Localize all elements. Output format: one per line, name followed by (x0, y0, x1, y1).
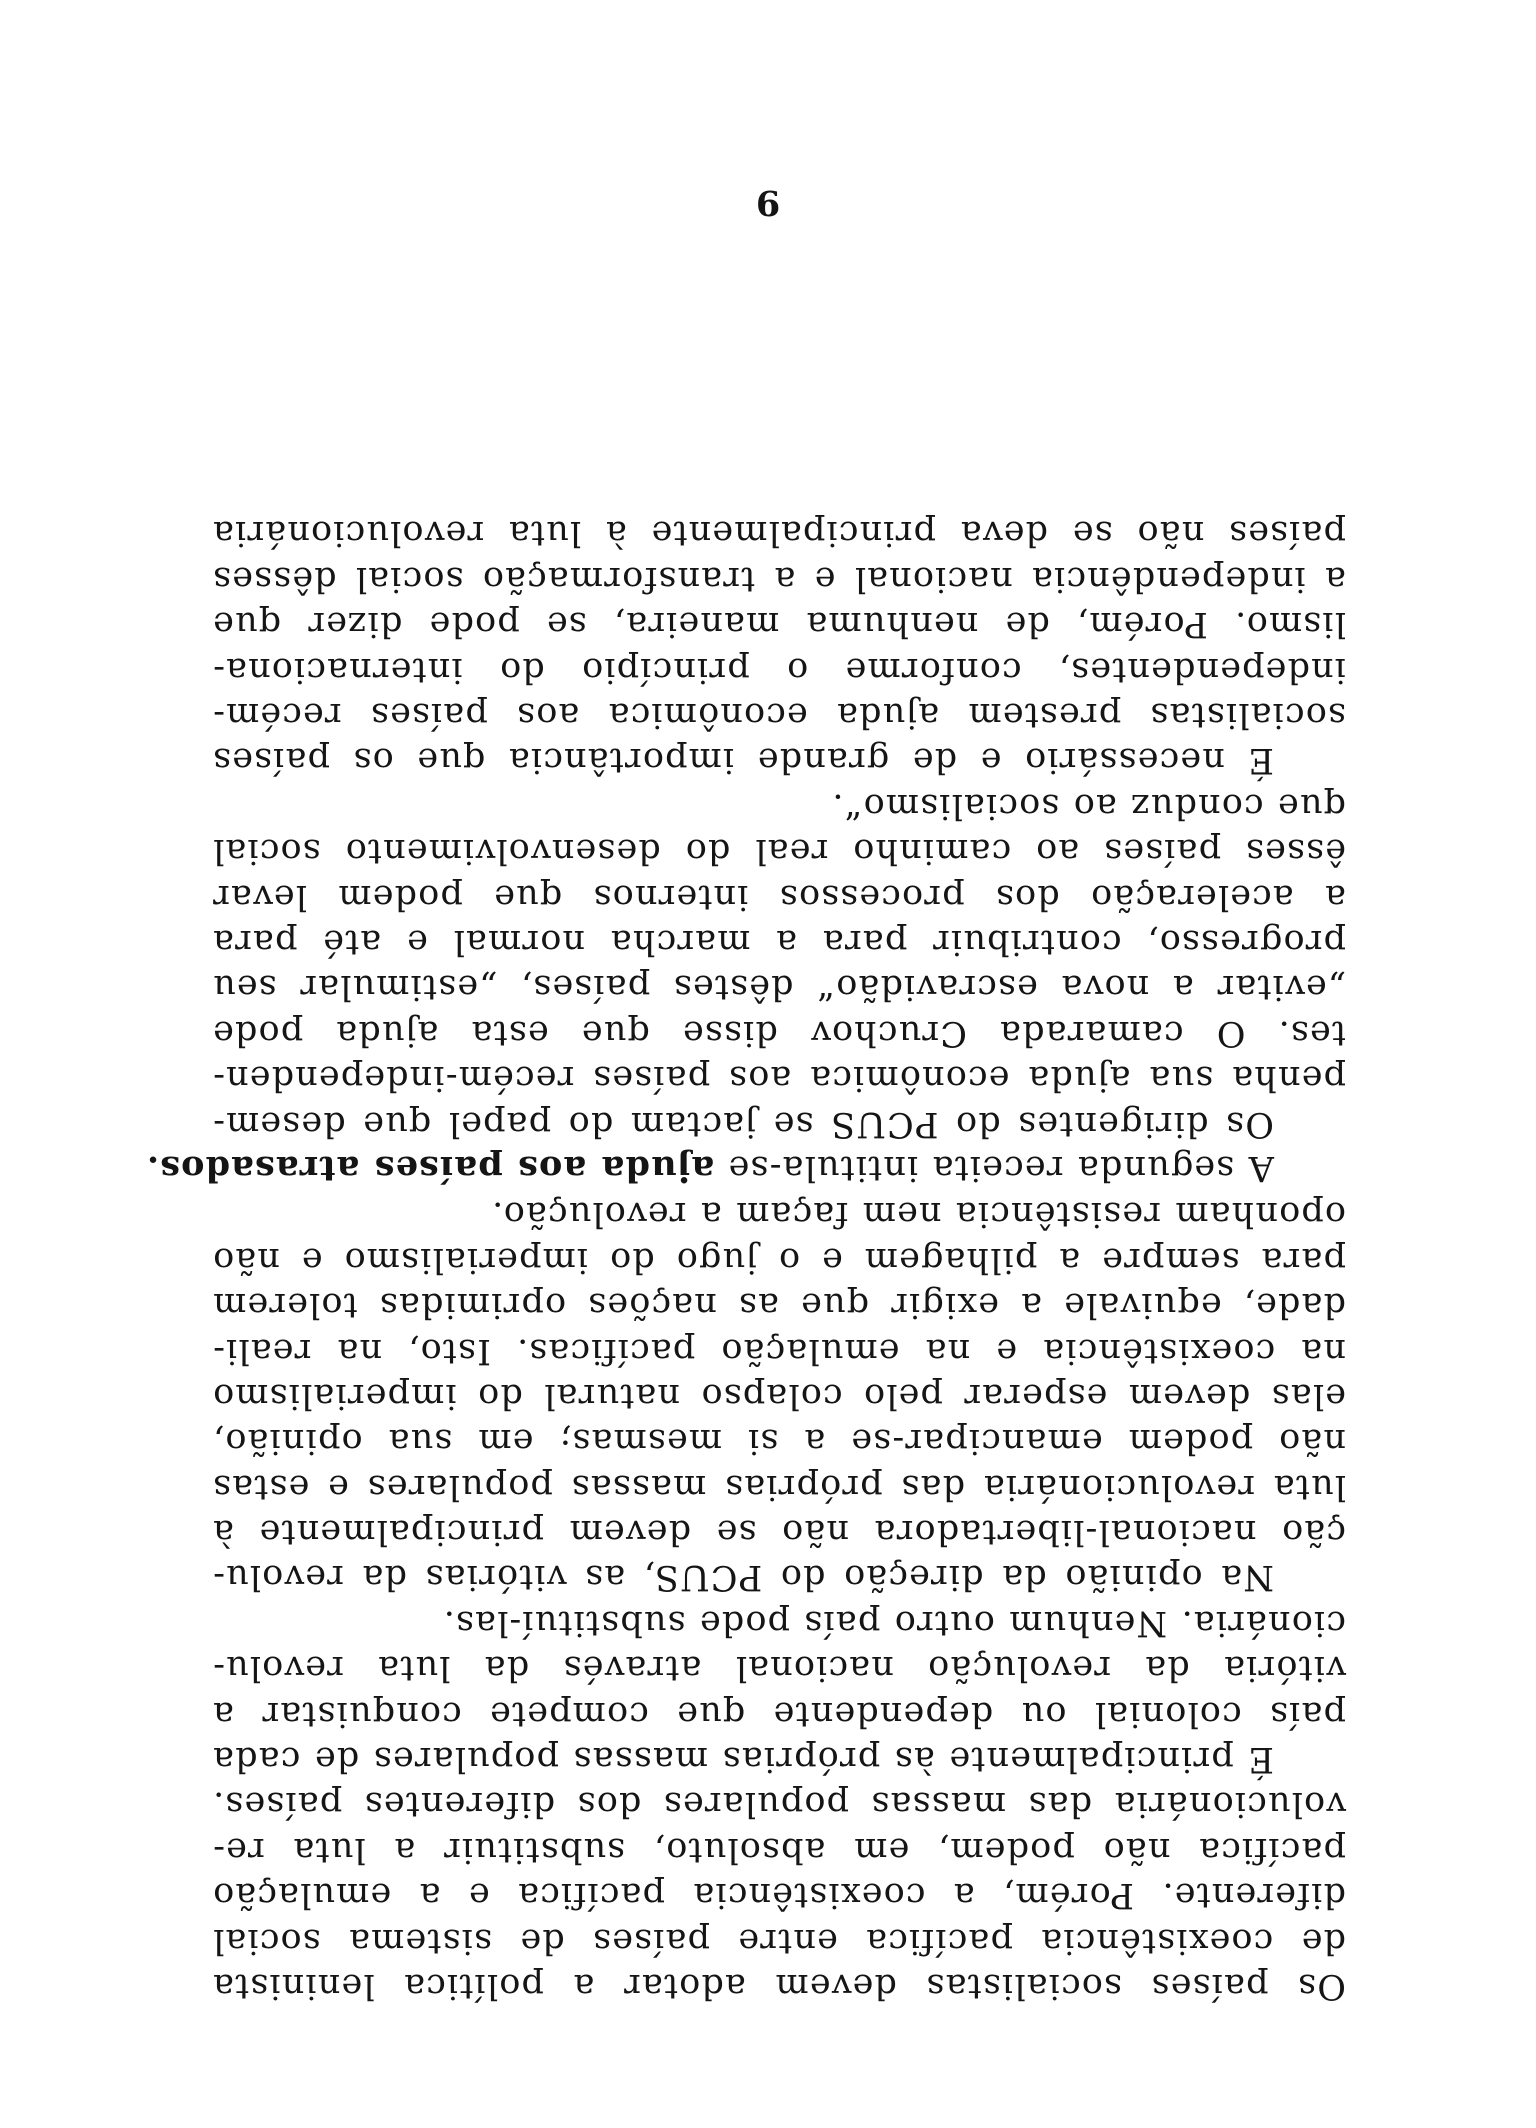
text-line: independentes, conforme o princípio do internaciona- (212, 649, 1346, 690)
text-line: Os países socialistas devem adotar a política leninista (212, 1966, 1346, 2006)
text-line: não podem emancipar-se a si mesmas; em sua opinião, (212, 1421, 1346, 1462)
text-line: luta revolucionária das próprias massas populares e estas (212, 1466, 1346, 1507)
text-line: Os dirigentes do PCUS se jactam do papel que desem- (212, 1103, 1274, 1144)
text-line: na coexistência e na emulação pacíficas. Isto, na reali- (212, 1330, 1346, 1371)
text-line: tes. O camarada Cruchov disse que esta ajuda pode (212, 1012, 1346, 1053)
text-line: país colonial ou dependente que compete conquistar a (212, 1693, 1346, 1734)
text-line: para sempre a pilhagem e o jugo do imperialismo e não (212, 1239, 1346, 1280)
text-line: cionária. Nenhum outro país pode substituí-las. (442, 1602, 1346, 1643)
text-line: oponham resistência nem façam a revolução. (490, 1194, 1346, 1235)
text-line: a aceleração dos processos internos que podem levar (212, 876, 1346, 917)
text-line: volucionária das massas populares dos diferentes países. (212, 1784, 1346, 1825)
body-text (145, 510, 1346, 2008)
text-line: É necessário e de grande importância que os países (212, 740, 1274, 781)
text-line: de coexistência pacífica entre países de sistema social (212, 1920, 1346, 1961)
text-line: diferente. Porém, a coexistência pacífica e a emulação (212, 1875, 1346, 1916)
text-line: socialistas prestem ajuda econômica aos países recém- (212, 695, 1346, 736)
text-line: elas devem esperar pelo colapso natural do imperialismo (212, 1375, 1346, 1416)
text-line: progresso, contribuir para a marcha normal e até para (212, 922, 1346, 963)
text-line: „evitar a nova escravidão“ dêstes países, „estimular seu (212, 967, 1346, 1008)
text-line: penha sua ajuda econômica aos países recém-independen- (212, 1058, 1346, 1099)
text-line: países não se deva principalmente à luta revolucionária (212, 513, 1346, 554)
text-line-regular-part: A segunda receita intitula-se (714, 1147, 1274, 1188)
text-line: ção nacional-libertadora não se devem principalmente à (212, 1512, 1346, 1553)
text-line: dade, equivale a exigir que as nações oprimidas tolerem (212, 1285, 1346, 1326)
text-line (145, 1146, 1346, 1191)
bold-phrase: ajuda aos países atrasados. (145, 1147, 715, 1189)
text-line: Na opinião da direção do PCUS, as vitórias da revolu- (212, 1557, 1274, 1598)
text-line: pacífica não podem, em absoluto, substituir a luta re- (212, 1829, 1346, 1870)
text-line: a independência nacional e a transformação social dêsses (212, 558, 1346, 599)
text-line: É principalmente às próprias massas populares de cada (212, 1739, 1274, 1780)
text-line: lismo. Porém, de nenhuma maneira, se pode dizer que (212, 604, 1346, 645)
text-line: que conduz ao socialismo“. (831, 785, 1346, 826)
text-line: êsses países ao caminho real do desenvolvimento social (212, 831, 1346, 872)
page-number: 9 (755, 182, 781, 223)
text-line: vitória da revolução nacional através da luta revolu- (212, 1648, 1346, 1689)
